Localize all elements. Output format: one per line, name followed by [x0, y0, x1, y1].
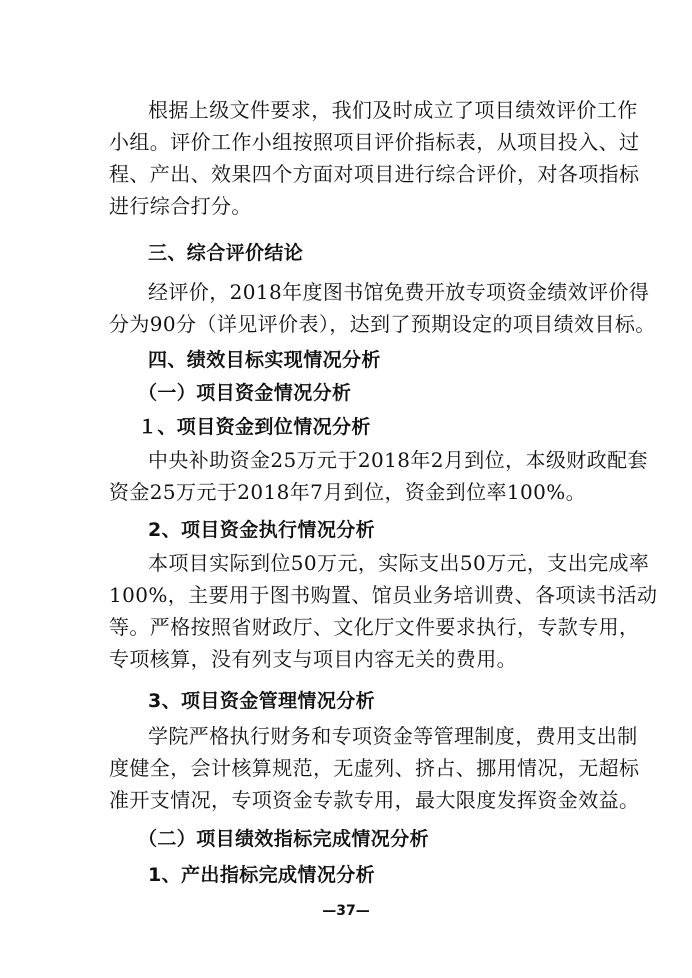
section-heading: （一）项目资金情况分析 — [138, 382, 352, 404]
section-heading: 3、项目资金管理情况分析 — [148, 690, 376, 712]
section-heading: １、项目资金到位情况分析 — [138, 416, 371, 438]
paragraph-line: 100%，主要用于图书购置、馆员业务培训费、各项读书活动 — [109, 583, 658, 607]
section-heading: 1、产出指标完成情况分析 — [148, 864, 376, 886]
paragraph-line: 分为90分（详见评价表），达到了预期设定的项目绩效目标。 — [109, 312, 656, 336]
paragraph-line: 专项核算，没有列支与项目内容无关的费用。 — [109, 647, 517, 671]
section-heading: 三、综合评价结论 — [148, 242, 304, 264]
paragraph-line: 本项目实际到位50万元，实际支出50万元，支出完成率 — [148, 551, 650, 575]
paragraph-line: 进行综合打分。 — [109, 194, 252, 218]
page-number: —37— — [322, 903, 370, 919]
section-heading: （二）项目绩效指标完成情况分析 — [138, 828, 430, 850]
section-heading: 2、项目资金执行情况分析 — [148, 519, 376, 541]
paragraph-line: 资金25万元于2018年7月到位，资金到位率100%。 — [109, 480, 587, 504]
paragraph-line: 学院严格执行财务和专项资金等管理制度，费用支出制 — [148, 724, 638, 748]
paragraph-line: 度健全，会计核算规范，无虚列、挤占、挪用情况，无超标 — [109, 756, 640, 780]
paragraph-line: 根据上级文件要求，我们及时成立了项目绩效评价工作 — [148, 98, 638, 122]
paragraph-line: 等。严格按照省财政厅、文化厅文件要求执行，专款专用， — [109, 615, 640, 639]
paragraph-line: 准开支情况，专项资金专款专用，最大限度发挥资金效益。 — [109, 788, 640, 812]
paragraph-line: 程、产出、效果四个方面对项目进行综合评价，对各项指标 — [109, 162, 640, 186]
paragraph-line: 中央补助资金25万元于2018年2月到位，本级财政配套 — [148, 448, 648, 472]
section-heading: 四、绩效目标实现情况分析 — [148, 349, 381, 371]
paragraph-line: 经评价，2018年度图书馆免费开放专项资金绩效评价得 — [148, 280, 650, 304]
paragraph-line: 小组。评价工作小组按照项目评价指标表，从项目投入、过 — [109, 130, 640, 154]
